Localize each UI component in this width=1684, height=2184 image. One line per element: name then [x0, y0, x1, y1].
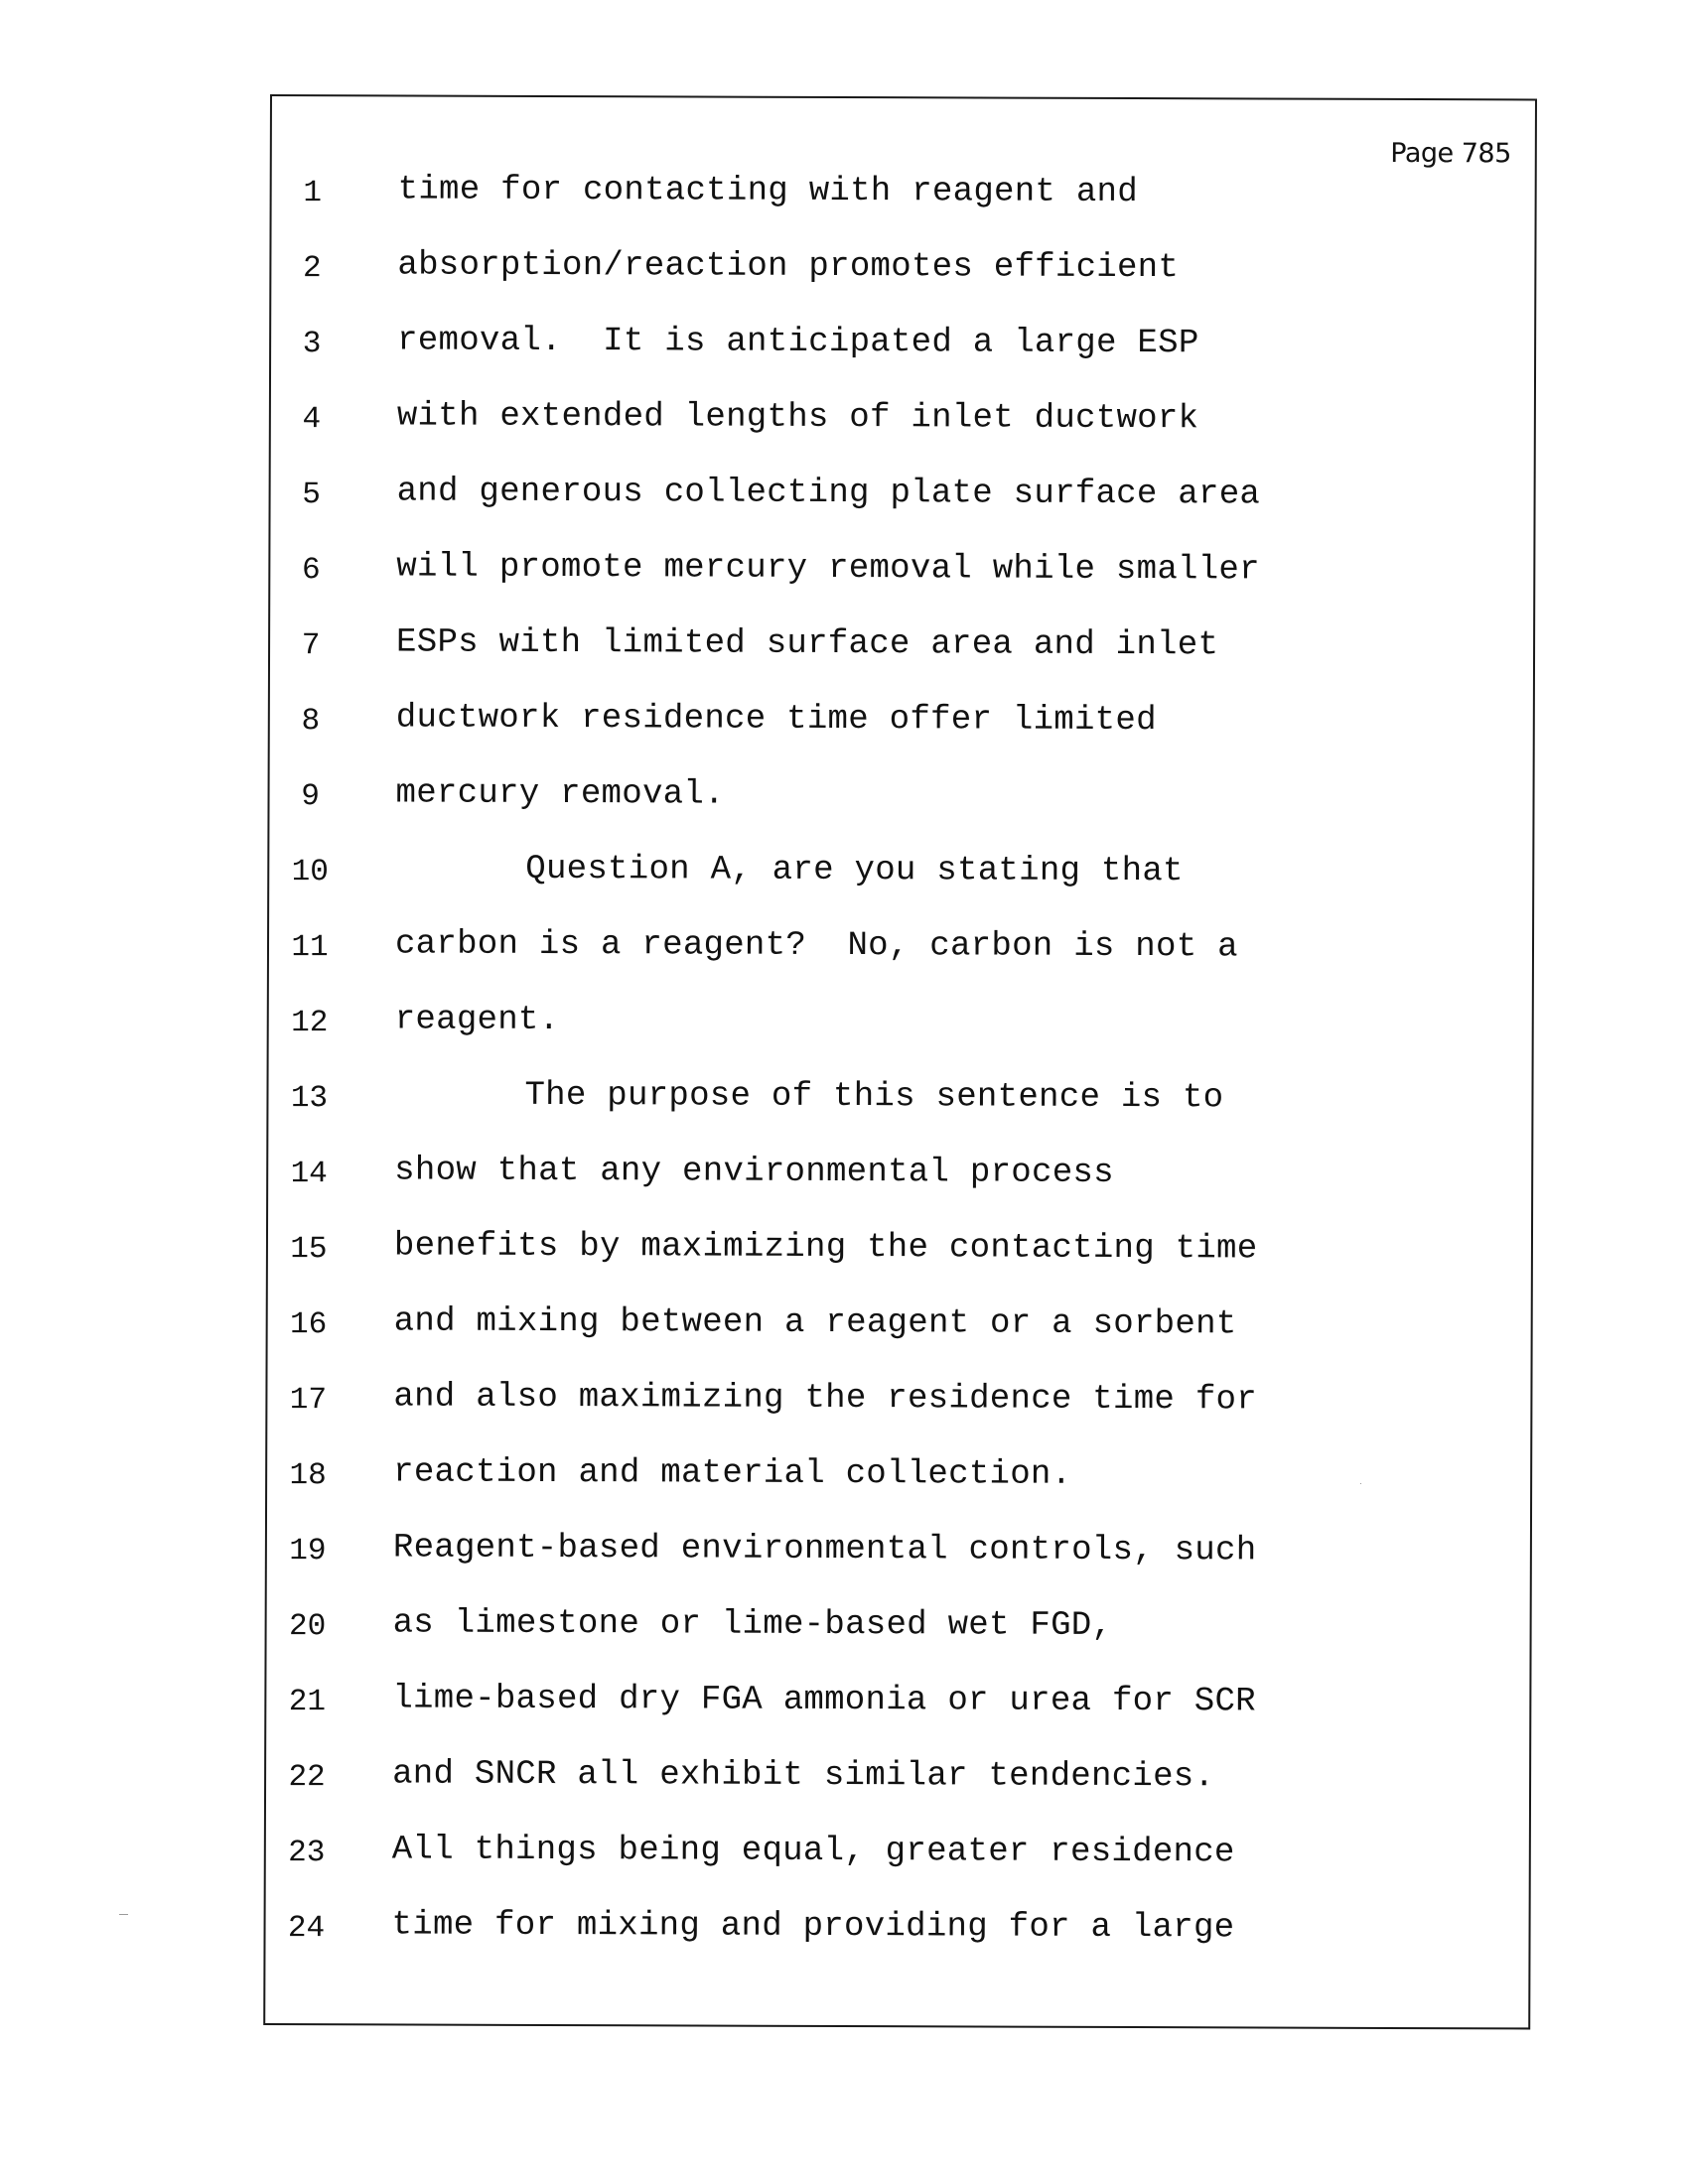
transcript-line	[271, 166, 1534, 245]
line-text: reaction and material collection.	[393, 1453, 1072, 1494]
transcript-line	[266, 1599, 1529, 1679]
line-number: 18	[289, 1458, 327, 1494]
scan-artifact	[1360, 1483, 1361, 1484]
line-number: 14	[290, 1157, 328, 1192]
line-number: 3	[302, 327, 322, 362]
line-number: 5	[302, 478, 321, 513]
line-number: 22	[288, 1760, 326, 1796]
transcript-line	[270, 694, 1533, 773]
transcript-line	[266, 1826, 1529, 1905]
line-number: 17	[289, 1383, 328, 1419]
line-text: with extended lengths of inlet ductwork	[396, 397, 1199, 439]
transcript-page	[263, 94, 1537, 2029]
line-text: time for mixing and providing for a large	[391, 1906, 1235, 1948]
line-text: will promote mercury removal while smaller	[396, 548, 1260, 590]
line-text: and also maximizing the residence time for	[393, 1378, 1258, 1420]
transcript-line	[268, 1297, 1531, 1377]
line-number: 6	[301, 553, 321, 589]
transcript-line	[267, 1524, 1530, 1603]
line-number: 15	[290, 1232, 328, 1268]
line-text: reagent.	[394, 1001, 560, 1040]
line-text: benefits by maximizing the contacting time	[393, 1227, 1258, 1269]
transcript-line	[268, 1222, 1531, 1301]
line-text: time for contacting with reagent and	[397, 171, 1139, 212]
line-number: 1	[303, 176, 323, 211]
line-text: show that any environmental process	[394, 1152, 1114, 1192]
transcript-line	[270, 468, 1533, 547]
line-text: All things being equal, greater residence	[391, 1831, 1235, 1872]
line-text: Reagent-based environmental controls, such	[392, 1529, 1257, 1570]
line-number: 23	[288, 1836, 326, 1871]
transcript-line	[271, 392, 1534, 472]
line-text: and generous collecting plate surface area	[396, 473, 1261, 514]
line-text: Question A, are you stating that	[525, 850, 1184, 891]
transcript-line	[271, 241, 1534, 321]
line-text: ESPs with limited surface area and inlet	[396, 623, 1219, 665]
line-number: 11	[291, 930, 329, 966]
transcript-line	[268, 1071, 1531, 1151]
transcript-line	[267, 1373, 1530, 1452]
line-text: as limestone or lime-based wet FGD,	[392, 1604, 1113, 1645]
line-number: 8	[301, 704, 321, 740]
transcript-line	[267, 1448, 1530, 1528]
transcript-line	[266, 1675, 1529, 1754]
line-number: 20	[288, 1609, 327, 1645]
page-number: Page 785	[1390, 137, 1511, 170]
transcript-line	[269, 996, 1532, 1075]
transcript-line	[269, 845, 1532, 924]
line-text: removal. It is anticipated a large ESP	[397, 322, 1199, 363]
transcript-body	[265, 166, 1534, 1980]
line-text: and SNCR all exhibit similar tendencies.	[392, 1755, 1215, 1797]
transcript-line	[270, 618, 1533, 698]
line-text: The purpose of this sentence is to	[524, 1076, 1224, 1118]
line-text: and mixing between a reagent or a sorbent	[393, 1302, 1237, 1344]
line-number: 19	[289, 1534, 327, 1570]
transcript-line	[269, 920, 1532, 1000]
line-number: 24	[287, 1911, 326, 1947]
line-number: 21	[288, 1685, 327, 1720]
transcript-line	[270, 543, 1533, 622]
line-text: carbon is a reagent? No, carbon is not a	[394, 925, 1238, 967]
line-number: 4	[302, 402, 322, 438]
line-text: mercury removal.	[395, 774, 725, 814]
line-text: absorption/reaction promotes efficient	[397, 246, 1180, 288]
line-text: lime-based dry FGA ammonia or urea for SCR	[392, 1680, 1256, 1721]
line-number: 2	[303, 251, 322, 287]
line-number: 10	[291, 855, 329, 890]
line-number: 12	[291, 1006, 329, 1041]
transcript-line	[266, 1750, 1529, 1830]
scan-artifact	[119, 1914, 128, 1915]
transcript-line	[268, 1147, 1531, 1226]
line-number: 9	[301, 779, 320, 815]
line-number: 7	[301, 628, 321, 664]
transcript-line	[265, 1901, 1528, 1980]
transcript-line	[269, 769, 1532, 849]
line-text: ductwork residence time offer limited	[395, 699, 1157, 741]
line-number: 13	[290, 1081, 329, 1117]
transcript-line	[271, 317, 1534, 396]
line-number: 16	[290, 1307, 328, 1343]
